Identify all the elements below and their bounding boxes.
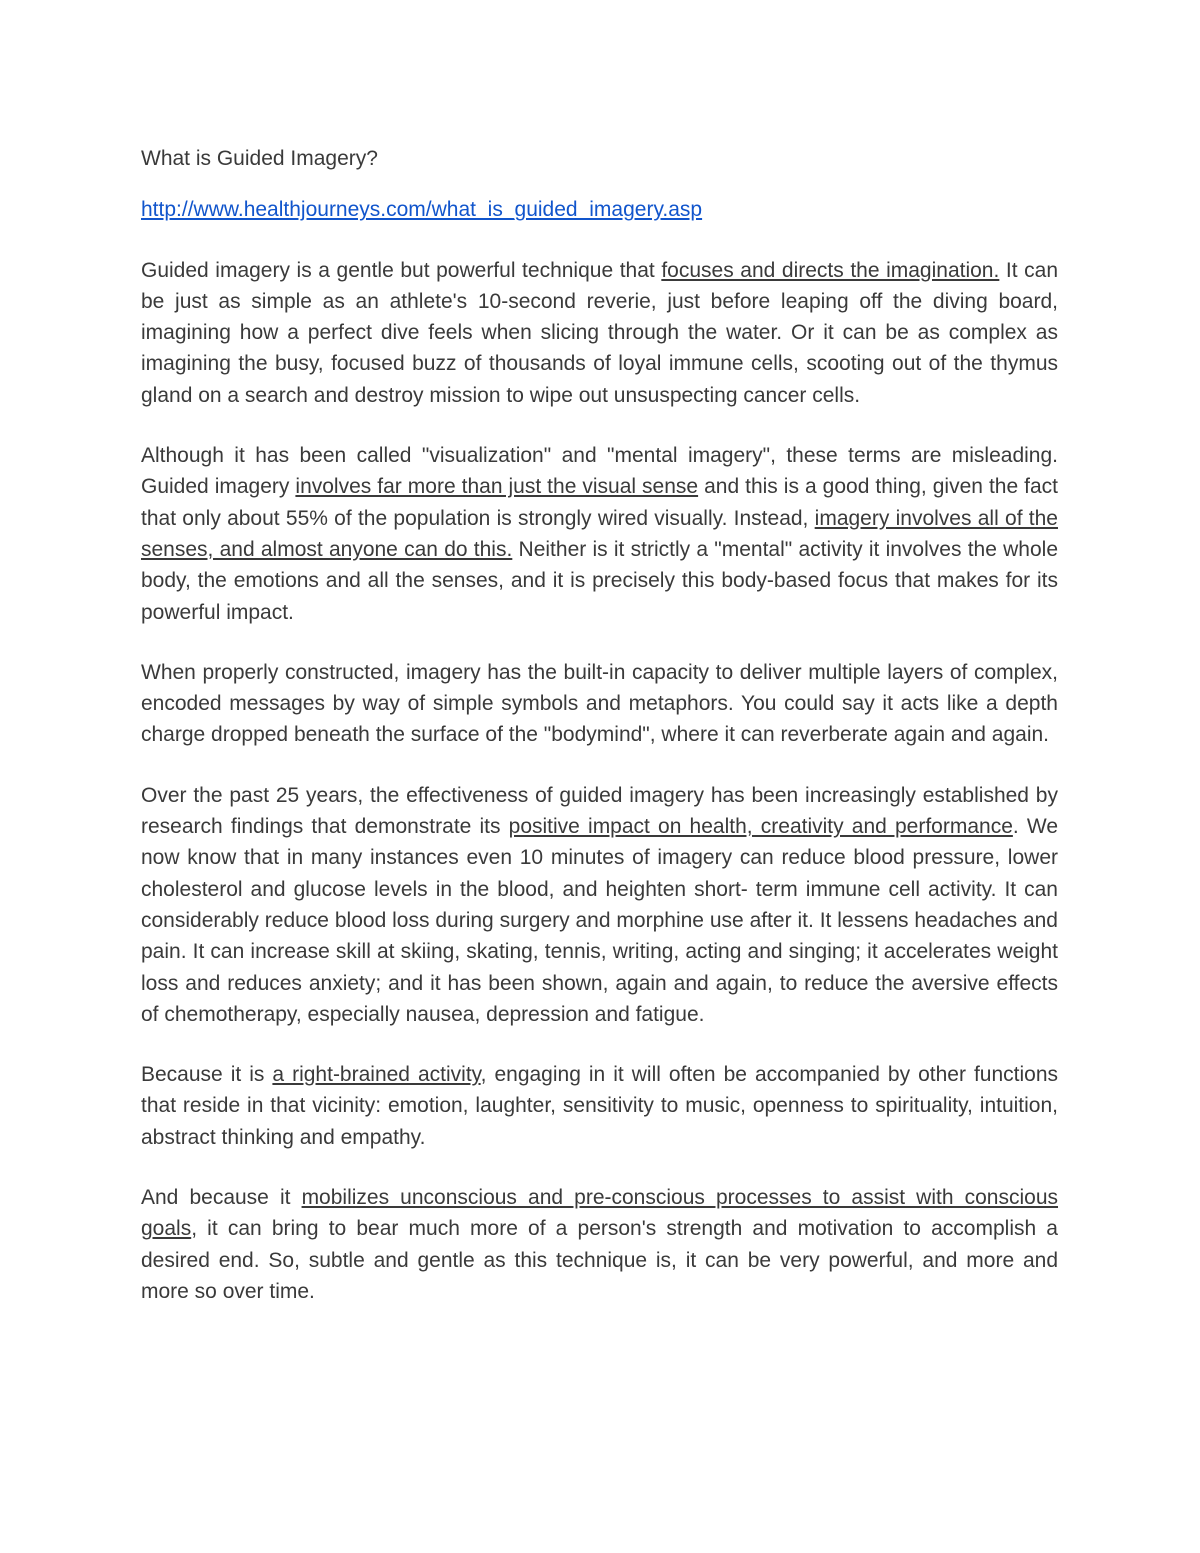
text-segment: . We now know that in many instances even 10 minutes of imagery can reduce blood pressure, lower cholesterol and glucose levels in the blood, and heighten short- term immune cell activity. It can considerably reduce blood loss during surgery and morphine use after it. It lessens headaches and pain. It can increase skill at skiing, skating, tennis, writing, acting and singing; it accelerates weight loss and reduces anxiety; and it has been shown, again and again, to reduce the aversive effects of chemotherapy, especially nausea, depression and fatigue.	[141, 815, 1058, 1026]
underlined-phrase: involves far more than just the visual sense	[295, 475, 699, 499]
underlined-phrase: mobilizes unconscious and pre-conscious processes to assist with conscious goals	[141, 1186, 1059, 1241]
text-segment: Over the past 25 years, the effectiveness of guided imagery has been increasingly established by research findings that demonstrate its	[141, 783, 1058, 839]
text-segment: Although it has been called "visualization" and "mental imagery", these terms are misleading. Guided imagery	[141, 444, 1058, 499]
source-url-link[interactable]: http://www.healthjourneys.com/what_is_guided_imagery.asp	[141, 198, 703, 222]
paragraph-6	[141, 1182, 1058, 1307]
paragraph-5	[141, 1059, 1058, 1153]
text-segment: It can be just as simple as an athlete's 10-second reverie, just before leaping off the diving board, imagining how a perfect dive feels when slicing through the water. Or it can be as complex as imagining the busy, focused buzz of thousands of loyal immune cells, scooting out of the thymus gland on a search and destroy mission to wipe out unsuspecting cancer cells.	[141, 258, 1059, 407]
text-segment: and this is a good thing, given the fact that only about 55% of the population is strongly wired visually. Instead,	[141, 475, 1058, 530]
text-segment: , it can bring to bear much more of a person's strength and motivation to accomplish a desired end. So, subtle and gentle as this technique is, it can be very powerful, and more and more so over time.	[141, 1217, 1058, 1303]
underlined-phrase: focuses and directs the imagination.	[661, 258, 1000, 282]
underlined-phrase: a right-brained activity	[272, 1063, 481, 1087]
underlined-phrase: positive impact on health, creativity and performance	[508, 815, 1013, 839]
document-title: What is Guided Imagery?	[141, 147, 378, 170]
paragraph-2	[141, 440, 1058, 628]
text-segment: Because it is	[141, 1063, 273, 1087]
paragraph-3	[141, 657, 1058, 751]
paragraph-1	[141, 255, 1058, 411]
document-page	[141, 143, 1058, 1307]
paragraph-4	[141, 780, 1058, 1030]
underlined-phrase: imagery involves all of the senses, and almost anyone can do this.	[141, 506, 1058, 561]
text-segment: And because it	[141, 1186, 302, 1210]
text-segment: Neither is it strictly a "mental" activity it involves the whole body, the emotions and all the senses, and it is precisely this body-based focus that makes for its powerful impact.	[141, 537, 1058, 624]
text-segment: , engaging in it will often be accompanied by other functions that reside in that vicinity: emotion, laughter, sensitivity to music, openness to spirituality, intuition, abstract thinking and empathy.	[141, 1063, 1058, 1149]
text-segment: When properly constructed, imagery has the built-in capacity to deliver multiple layers of complex, encoded messages by way of simple symbols and metaphors. You could say it acts like a depth charge dropped beneath the surface of the "bodymind", where it can reverberate again and again.	[141, 660, 1058, 747]
text-segment: Guided imagery is a gentle but powerful technique that	[141, 258, 662, 282]
